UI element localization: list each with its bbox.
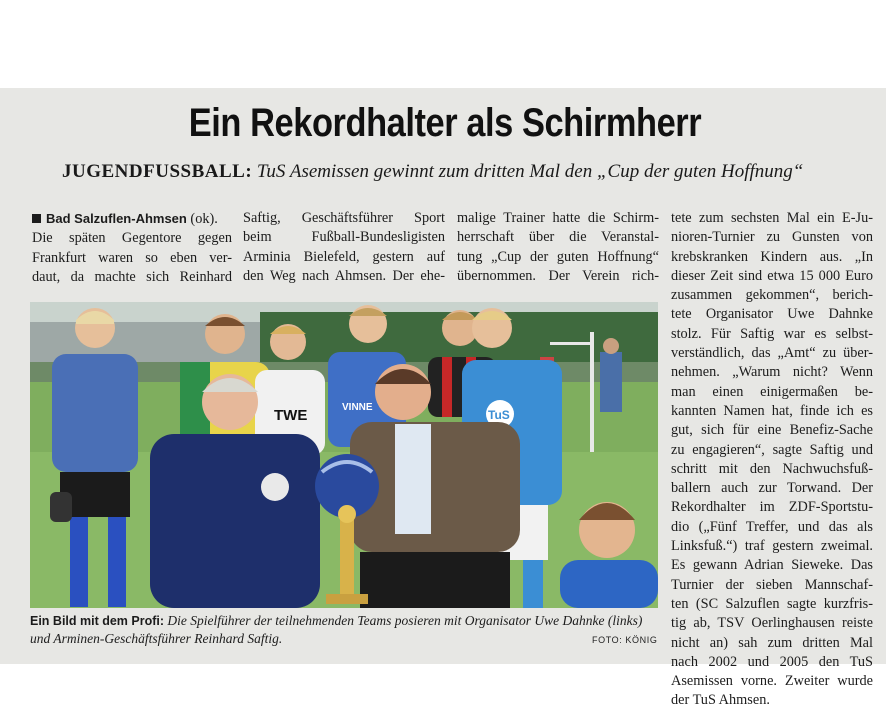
shirt-text: TuS — [488, 408, 510, 422]
article-deck: TuS Asemissen gewinnt zum dritten Mal den „Cup der guten Hoffnung“ — [256, 161, 804, 182]
shirt-text: TWE — [274, 407, 308, 424]
text-line: nehmen. „Warum nicht? Wenn — [671, 364, 873, 381]
text-line: Arminia Bielefeld, gestern auf — [243, 248, 445, 265]
text-line: Frankfurt waren so eben ver- — [32, 249, 232, 266]
text-line: nioren-Turnier zu Gunsten von — [671, 229, 873, 246]
shirt-text: VINNE — [342, 402, 373, 413]
text-line: schritt mit den Nachwuchsfuß- — [671, 460, 873, 477]
text-line: der TuS Ahmsen. — [671, 692, 770, 709]
text-line: nicht an) sah zum dritten Mal — [671, 634, 873, 651]
team-photo-illustration — [30, 302, 658, 608]
text-line: tung „Cup der guten Hoffnung“ — [457, 248, 659, 265]
text-line: krebskranken Kindern aus. „In — [671, 248, 873, 265]
text-line: man einen einigermaßen be- — [671, 383, 873, 400]
caption-body: Die Spielführer der teilnehmenden Teams posieren mit Organisator Uwe Dahnke (links) und Arminen-Geschäftsführer Reinhard Saftig. — [30, 613, 643, 646]
text-line: zu engagieren“, sagte Saftig und — [671, 441, 873, 458]
text-line: Es gewann Adrian Sieweke. Das — [671, 557, 873, 574]
text-line: herrschaft über die Veranstal- — [457, 229, 659, 246]
text-line: (ok). — [186, 211, 218, 227]
text-line: übernommen. Der Verein rich- — [457, 267, 659, 284]
team-photo — [30, 302, 658, 608]
photo-credit: FOTO: KÖNIG — [592, 635, 658, 645]
text-line: tig ab, TSV Oerlinghausen reiste — [671, 615, 873, 632]
text-line: ten (SC Salzuflen sagte kurzfris- — [671, 595, 873, 612]
text-line: kannten Namen hat, finde ich es — [671, 402, 873, 419]
text-line: Saftig, Geschäftsführer Sport — [243, 210, 445, 226]
text-column-3 — [457, 209, 659, 286]
text-line: dieser Zeit sind etwa 15 000 Euro — [671, 267, 873, 284]
text-line: Linksfuß.“) traf gestern zweimal. — [671, 538, 873, 555]
text-line: gut, sich für eine Benefiz-Sache — [671, 422, 873, 439]
text-line: Turnier der sieben Mannschaf- — [671, 576, 873, 593]
text-column-4 — [671, 209, 873, 711]
text-line: nach 2002 und 2005 den TuS — [671, 653, 873, 670]
caption-lead: Ein Bild mit dem Profi: — [30, 614, 165, 628]
text-line: verständlich, das „Amt“ zu über- — [671, 345, 873, 362]
text-column-1 — [32, 209, 232, 287]
text-line: daut, da machte sich Reinhard — [32, 268, 232, 285]
dateline: Bad Salzuflen-Ahmsen — [46, 211, 187, 226]
spectator — [600, 352, 622, 412]
photo-caption — [30, 612, 664, 648]
text-line: beim Fußball-Bundesligisten — [243, 229, 445, 246]
dateline-line — [32, 209, 232, 229]
article-subline — [62, 160, 862, 184]
bullet-marker — [32, 214, 41, 223]
text-line: stolz. Für Saftig war es selbst- — [671, 325, 873, 342]
text-line: Rekordhalter im ZDF-Sportstu- — [671, 499, 873, 516]
text-column-2 — [243, 209, 445, 286]
text-line: ballern auch zur Torwand. Der — [671, 480, 873, 497]
article-headline: Ein Rekordhalter als Schirmherr — [188, 101, 702, 145]
goal-post — [590, 332, 594, 452]
text-line: dio („Fünf Treffer, und das als — [671, 518, 873, 535]
text-line: malige Trainer hatte die Schirm- — [457, 210, 659, 226]
text-line: tete Organisator Uwe Dahnke — [671, 306, 873, 323]
text-line: Asemissen vorne. Zweiter wurde — [671, 673, 873, 690]
text-line: tete zum sechsten Mal ein E-Ju- — [671, 210, 873, 226]
text-line: zusammen gekommen“, berich- — [671, 287, 873, 304]
article-kicker: JUGENDFUSSBALL: — [62, 161, 253, 182]
text-line: Die späten Gegentore gegen — [32, 230, 232, 247]
text-line: den Weg nach Ahmsen. Der ehe- — [243, 267, 445, 284]
